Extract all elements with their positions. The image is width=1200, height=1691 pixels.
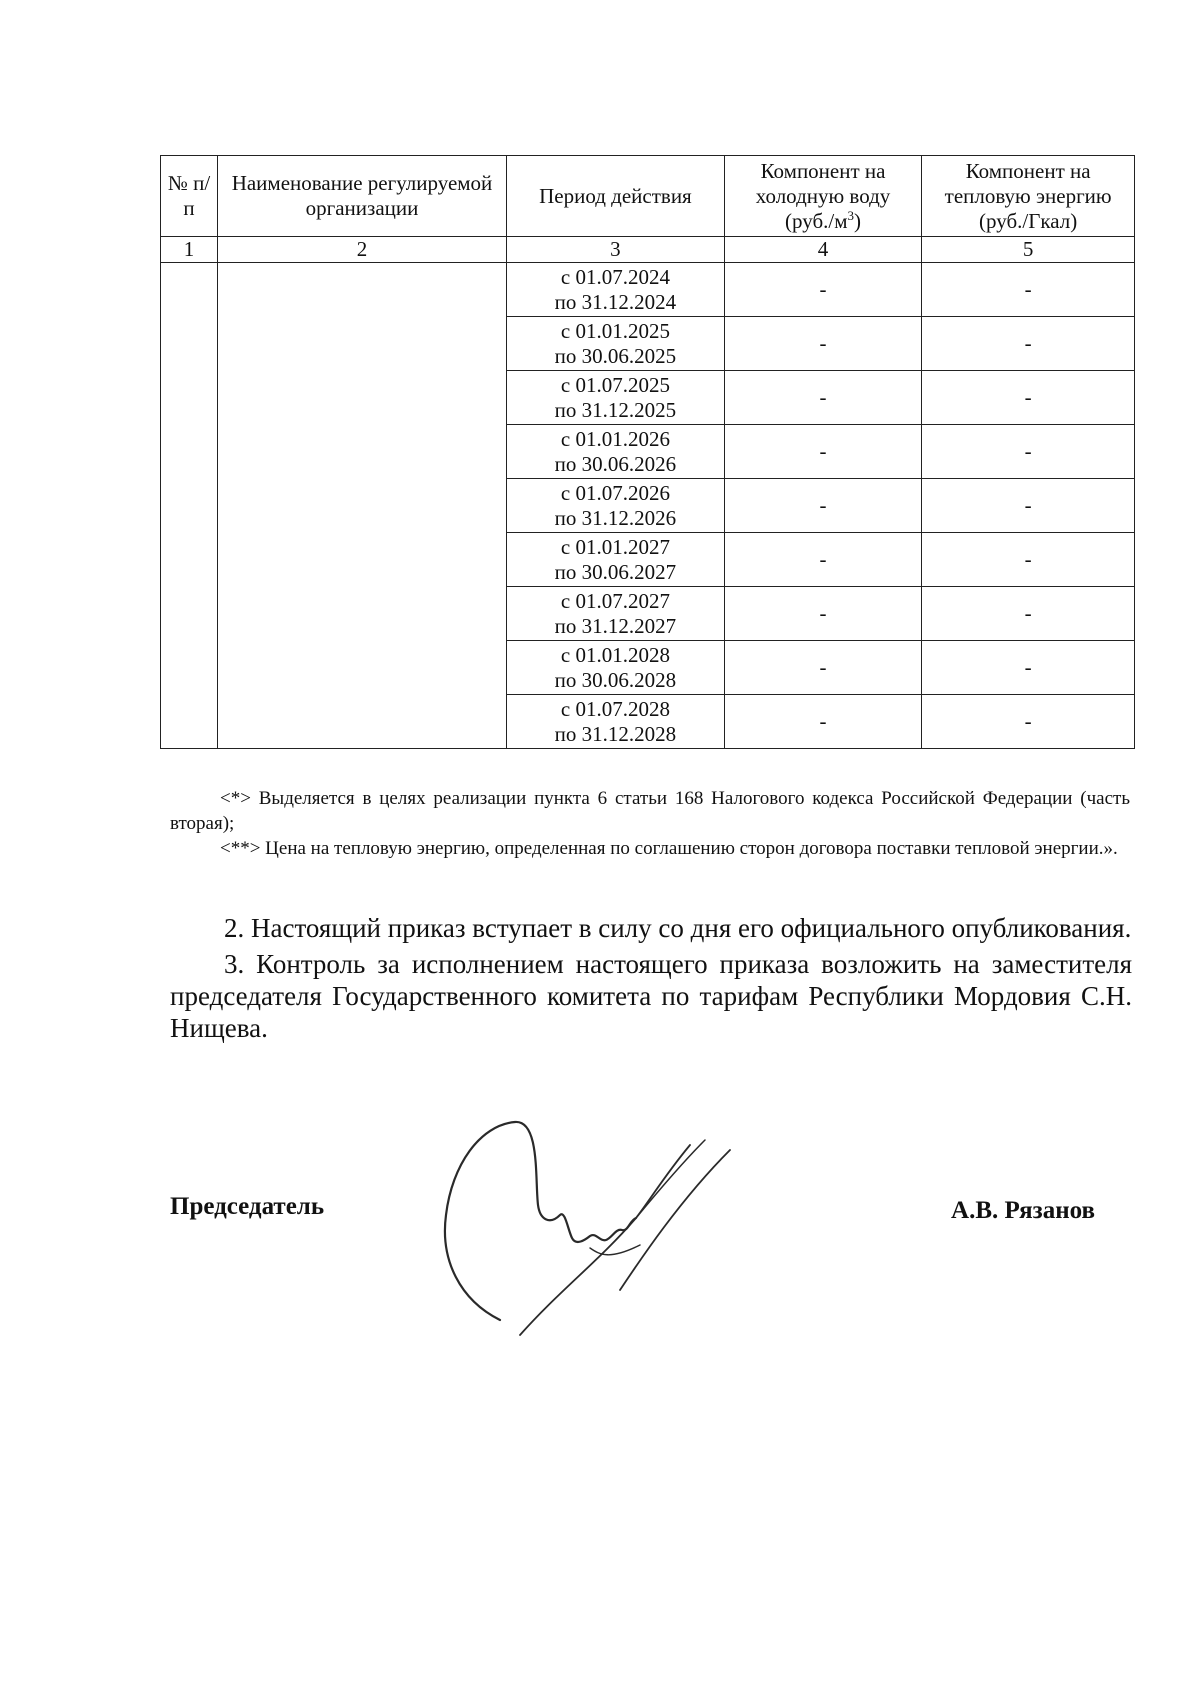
heat-value: - (922, 371, 1135, 425)
signature-stroke (590, 1245, 640, 1255)
cold-water-value: - (724, 587, 921, 641)
col-number: 4 (724, 237, 921, 263)
order-paragraphs (170, 912, 1132, 1048)
heat-value: - (922, 695, 1135, 749)
period-from: с 01.01.2027 (560, 534, 670, 559)
period-from: с 01.07.2026 (560, 480, 670, 505)
header-cold-water-sup: 3 (847, 207, 855, 223)
cold-water-value: - (724, 479, 921, 533)
period-from: с 01.07.2025 (560, 372, 670, 397)
footnote-2: <**> Цена на тепловую энергию, определенная по соглашению сторон договора поставки тепловой энергии.». (220, 838, 1118, 859)
period-to: по 30.06.2026 (554, 451, 677, 476)
period-cell (507, 317, 725, 371)
signer-name: А.В. Рязанов (951, 1197, 1095, 1224)
period-to: по 31.12.2028 (554, 721, 677, 746)
header-heat: Компонент на тепловую энергию (руб./Гкал) (922, 156, 1135, 237)
col-number: 3 (507, 237, 725, 263)
period-from: с 01.01.2025 (560, 318, 670, 343)
period-cell (507, 425, 725, 479)
paragraph-3: 3. Контроль за исполнением настоящего приказа возложить на заместителя председателя Государственного комитета по тарифам Республики Мордовия С.Н. Нищева. (170, 949, 1132, 1043)
table-row (161, 263, 1135, 317)
table-header-row (161, 156, 1135, 237)
row-number-cell (161, 263, 218, 749)
signature-stroke (636, 1140, 705, 1218)
period-to: по 31.12.2026 (554, 505, 677, 530)
column-numbers-row (161, 237, 1135, 263)
period-to: по 30.06.2027 (554, 559, 677, 584)
period-to: по 31.12.2024 (554, 289, 677, 314)
cold-water-value: - (724, 533, 921, 587)
cold-water-value: - (724, 263, 921, 317)
period-from: с 01.07.2027 (560, 588, 670, 613)
footnote-1: <*> Выделяется в целях реализации пункта 6 статьи 168 Налогового кодекса Российской Федерации (часть вторая); (170, 788, 1130, 834)
header-org: Наименование регулируемой организации (217, 156, 506, 237)
heat-value: - (922, 533, 1135, 587)
paragraph-2: 2. Настоящий приказ вступает в силу со дня его официального опубликования. (224, 913, 1132, 943)
col-number: 5 (922, 237, 1135, 263)
heat-value: - (922, 587, 1135, 641)
cold-water-value: - (724, 695, 921, 749)
cold-water-value: - (724, 371, 921, 425)
header-period: Период действия (507, 156, 725, 237)
period-from: с 01.01.2026 (560, 426, 670, 451)
period-cell (507, 263, 725, 317)
header-cold-water-tail: ) (854, 208, 862, 233)
heat-value: - (922, 317, 1135, 371)
period-cell (507, 479, 725, 533)
period-to: по 30.06.2028 (554, 667, 677, 692)
cold-water-value: - (724, 641, 921, 695)
signature-stroke (445, 1122, 636, 1320)
cold-water-value: - (724, 425, 921, 479)
header-cold-water (724, 156, 921, 237)
handwritten-signature (440, 1120, 770, 1340)
period-to: по 31.12.2027 (554, 613, 677, 638)
signature-stroke (620, 1150, 730, 1290)
period-cell (507, 695, 725, 749)
period-cell (507, 587, 725, 641)
period-cell (507, 533, 725, 587)
heat-value: - (922, 425, 1135, 479)
header-num: № п/п (161, 156, 218, 237)
footnotes (170, 786, 1130, 861)
signer-title: Председатель (170, 1193, 325, 1220)
cold-water-value: - (724, 317, 921, 371)
header-cold-water-text: Компонент на холодную воду (руб./м (755, 158, 891, 233)
period-from: с 01.07.2024 (560, 264, 670, 289)
period-from: с 01.01.2028 (560, 642, 670, 667)
heat-value: - (922, 641, 1135, 695)
col-number: 1 (161, 237, 218, 263)
period-to: по 30.06.2025 (554, 343, 677, 368)
period-cell (507, 641, 725, 695)
heat-value: - (922, 479, 1135, 533)
organization-cell (217, 263, 506, 749)
period-cell (507, 371, 725, 425)
col-number: 2 (217, 237, 506, 263)
tariff-table (160, 155, 1135, 749)
heat-value: - (922, 263, 1135, 317)
period-to: по 31.12.2025 (554, 397, 677, 422)
period-from: с 01.07.2028 (560, 696, 670, 721)
